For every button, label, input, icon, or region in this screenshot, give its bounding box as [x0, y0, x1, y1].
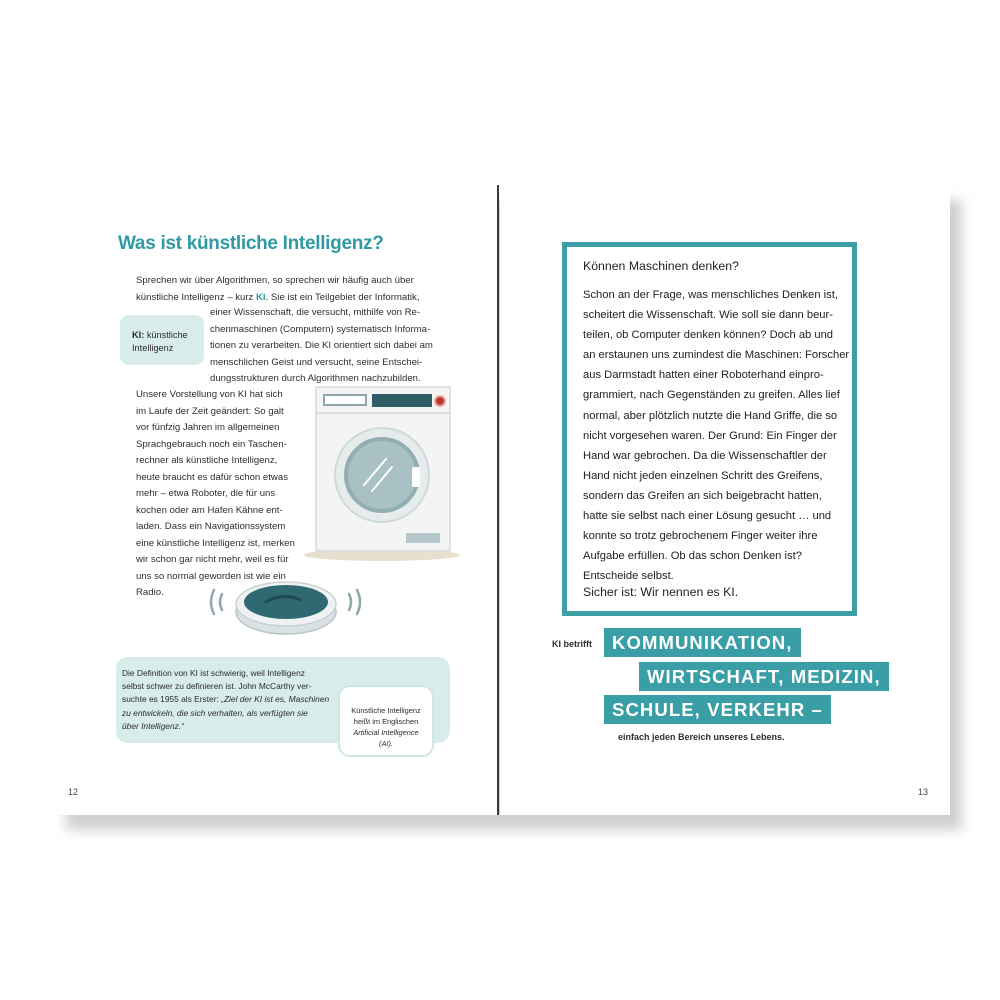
box-line: Entscheide selbst. — [583, 570, 674, 583]
glossary-definition: künstliche Intelligenz — [132, 330, 188, 353]
english-note-line: Künstliche Intelligenz — [351, 706, 421, 715]
english-note-line: heißt im Englischen — [353, 717, 419, 726]
mccarthy-quote: zu entwickeln, die sich verhalten, als verfügten sie — [122, 707, 308, 718]
highlight-line-3: SCHULE, VERKEHR – — [604, 695, 831, 724]
box-line: hatte sie selbst nach einer Lösung gesucht … und — [583, 510, 832, 523]
intro-line: einer Wissenschaft, die versucht, mithilfe von Re- — [210, 307, 421, 318]
para-line: uns so normal geworden ist wie ein — [136, 570, 286, 582]
box-line: Aufgabe erfüllen. Ob das schon Denken ist? — [583, 550, 802, 563]
para-line: eine künstliche Intelligenz ist, merken — [136, 537, 295, 549]
box-line: Hand nicht jeden einzelnen Schritt des Greifens, — [583, 469, 823, 482]
definition-line: selbst schwer zu definieren ist. John McCarthy ver- — [122, 681, 312, 692]
robot-vacuum-illustration — [204, 570, 369, 640]
right-page — [500, 185, 950, 815]
box-body — [583, 285, 850, 586]
intro-line-2: künstliche Intelligenz – kurz KI. Sie ist ein Teilgebiet der Informatik, — [136, 291, 420, 303]
highlight-line-2: WIRTSCHAFT, MEDIZIN, — [639, 662, 889, 691]
thinking-machines-box — [562, 242, 857, 616]
para-line: Unsere Vorstellung von KI hat sich — [136, 389, 283, 400]
intro-line-1: Sprechen wir über Algorithmen, so sprechen wir häufig auch über — [136, 275, 414, 286]
box-line: normal, aber plötzlich nutzte die Hand Griffe, die so — [583, 409, 838, 422]
para-line: Radio. — [136, 587, 164, 598]
intro-line: tionen zu verarbeiten. Die KI orientiert sich dabei am — [210, 340, 433, 351]
box-line: nicht vorgesehen waren. Der Grund: Ein Finger der — [583, 429, 837, 442]
english-term-box — [338, 685, 434, 757]
definition-line: Die Definition von KI ist schwierig, weil Intelligenz — [122, 668, 305, 678]
box-line: Schon an der Frage, was menschliches Denken ist, — [583, 289, 838, 301]
definition-line: suchte es 1955 als Erster: „Ziel der KI ist es, Maschinen — [122, 694, 330, 705]
box-line: aus Darmstadt hatten einer Roboterhand einpro- — [583, 369, 824, 382]
para-line: rechner als künstliche Intelligenz, — [136, 455, 278, 466]
ki-highlight: KI — [255, 291, 266, 303]
para-line: im Laufe der Zeit geändert: So galt — [136, 405, 284, 417]
glossary-box — [120, 315, 204, 365]
box-line: scheitert die Wissenschaft. Wie soll sie dann beur- — [583, 309, 833, 322]
washing-machine-illustration — [310, 385, 460, 560]
mccarthy-quote: „Ziel der KI ist es, Maschinen — [221, 694, 330, 705]
box-line: teilen, ob Computer denken können? Doch ab und — [583, 329, 834, 342]
ki-betrifft-label: KI betrifft — [552, 639, 592, 649]
page-title: Was ist künstliche Intelligenz? — [118, 233, 384, 254]
para-line: laden. Dass ein Navigationssystem — [136, 521, 286, 532]
intro-first-lines — [136, 273, 486, 306]
intro-wrapped-text — [210, 305, 500, 388]
box-conclusion: Sicher ist: Wir nennen es KI. — [583, 585, 739, 599]
tagline: einfach jeden Bereich unseres Lebens. — [618, 732, 785, 742]
para-line: wir schon gar nicht mehr, weil es für — [136, 554, 289, 565]
english-note-line: Artificial Intelligence (AI). — [353, 728, 419, 748]
book-spine — [497, 185, 499, 815]
para-line: mehr – etwa Roboter, die für uns — [136, 488, 276, 499]
para-line: kochen oder am Hafen Kähne ent- — [136, 504, 283, 516]
box-line: sondern das Greifen an sich beigebracht hatten, — [583, 489, 822, 502]
para-line: Sprachgebrauch noch ein Taschen- — [136, 438, 287, 450]
box-title: Können Maschinen denken? — [583, 259, 739, 273]
box-line: Hand war gebrochen. Da die Wissenschaftler der — [583, 449, 827, 462]
left-page — [58, 185, 498, 815]
para-line: vor fünfzig Jahren im allgemeinen — [136, 422, 280, 433]
page-number-right: 13 — [918, 787, 929, 797]
intro-line: menschlichen Geist und versucht, seine Entschei- — [210, 356, 423, 368]
box-line: an erstaunen uns zumindest die Maschinen: Forscher — [583, 349, 850, 362]
page-number-left: 12 — [68, 787, 79, 797]
intro-line: chenmaschinen (Computern) systematisch Informa- — [210, 323, 431, 335]
highlight-line-1: KOMMUNIKATION, — [604, 628, 801, 657]
glossary-term: KI: — [132, 330, 145, 340]
mccarthy-quote: über Intelligenz.“ — [122, 720, 184, 731]
intro-line: dungsstrukturen durch Algorithmen nachzubilden. — [210, 373, 421, 384]
para-line: heute braucht es dafür schon etwas — [136, 471, 288, 483]
box-line: konnte so trotz gebrochenem Finger weiter ihre — [583, 530, 818, 543]
box-line: grammiert, nach Gegenständen zu greifen. Alles lief — [583, 389, 840, 402]
